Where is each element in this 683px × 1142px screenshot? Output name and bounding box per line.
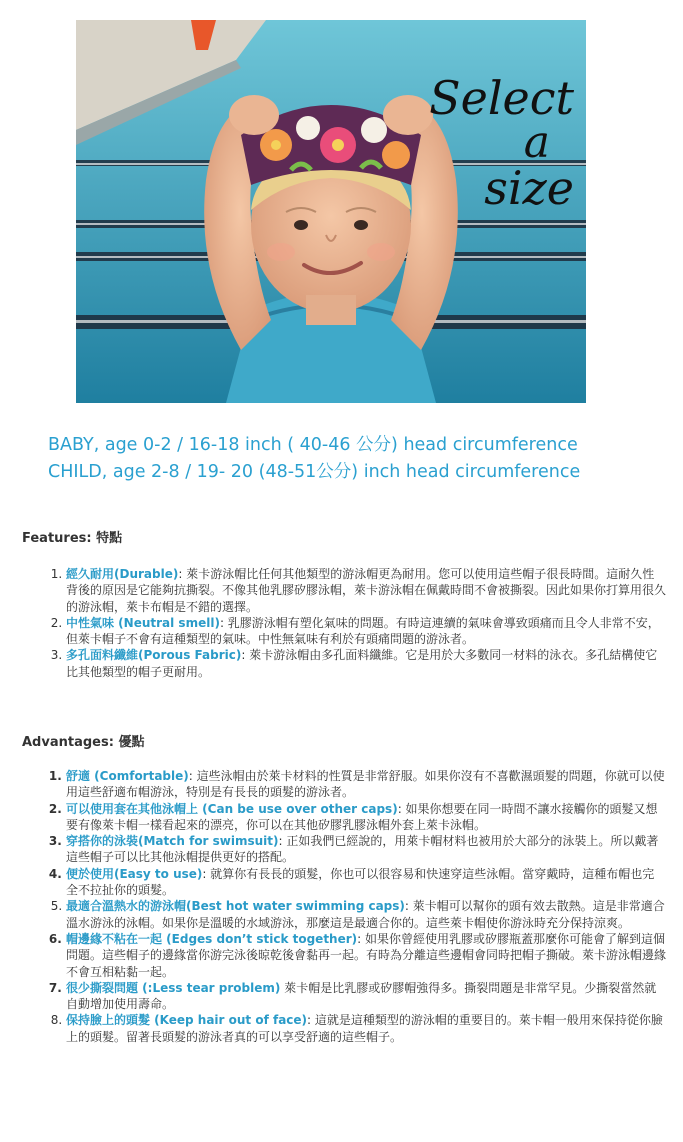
feature-title: 經久耐用(Durable) <box>66 567 179 581</box>
size-child-line: CHILD, age 2-8 / 19- 20 (48-51公分) inch head circumference <box>48 462 581 482</box>
advantage-title: 保持臉上的頭髮 (Keep hair out of face) <box>66 1013 308 1028</box>
advantage-text: : 這些泳帽由於萊卡材料的性質是非常舒服。如果你沒有不喜歡濕頭髮的問題，你就可以使用這些舒適布帽游泳，特別是有長長的頭髮的游泳者。 <box>66 769 665 800</box>
photo-caption <box>394 71 574 215</box>
features-heading: Features: 特點 <box>22 531 123 546</box>
list-item <box>66 931 666 980</box>
feature-title: 多孔面料纖維(Porous Fabric) <box>66 648 242 663</box>
list-item <box>66 801 666 834</box>
advantage-title: 穿搭你的泳裝(Match for swimsuit) <box>66 834 279 849</box>
advantage-text: : 萊卡帽可以幫你的頭有效去散熱。這是非常適合溫水游泳的泳帽。如果你是溫暖的水域游泳，那麼這是最適合你的。這些萊卡帽使你游泳時充分保持涼爽。 <box>66 899 665 930</box>
size-guide <box>48 432 668 486</box>
advantage-text: : 這就是這種類型的游泳帽的重要目的。萊卡帽一般用來保持從你臉上的頭髮。留著長頭髮的游泳者真的可以享受舒適的這些帽子。 <box>66 1013 663 1044</box>
feature-text: : 萊卡游泳帽比任何其他類型的游泳帽更為耐用。您可以使用這些帽子很長時間。這耐久性背後的原因是它能夠抗撕裂。不像其他乳膠矽膠泳帽，萊卡游泳帽在佩戴時間不會被撕裂。因此如果你打算用很久的游泳帽，萊卡布帽是不錯的選擇。 <box>66 567 667 614</box>
advantage-text: : 如果你想要在同一時間不讓水接觸你的頭髮又想要有像萊卡帽一樣看起來的漂亮，你可以在其他矽膠乳膠泳帽外套上萊卡泳帽。 <box>66 801 658 832</box>
advantage-title: 最適合溫熱水的游泳帽(Best hot water swimming caps) <box>66 899 405 914</box>
advantage-title: 便於使用(Easy to use) <box>66 866 203 881</box>
advantage-text: : 正如我們已經說的，用萊卡帽材料也被用於大部分的泳裝上。所以戴著這些帽子可以比其他泳帽提供更好的搭配。 <box>66 834 659 865</box>
advantages-list <box>40 768 666 1045</box>
advantage-text: : 如果你曾經使用乳膠或矽膠瓶蓋那麼你可能會了解到這個問題。這些帽子的邊緣當你游完泳後晾乾後會黏再一起。有時為分離這些邊帽會同時把帽子撕破。萊卡游泳帽邊緣不會互相粘黏一起。 <box>66 931 667 979</box>
caption-line-3: size <box>484 161 574 215</box>
caption-line-1: Select <box>429 71 574 125</box>
hero-photo <box>76 20 586 403</box>
feature-text: : 萊卡游泳帽由多孔面料纖維。它是用於大多數同一材料的泳衣。多孔結構使它比其他類型的帽子更耐用。 <box>66 648 658 679</box>
list-item <box>66 1012 666 1045</box>
list-item <box>66 566 666 615</box>
advantage-title: 可以使用套在其他泳帽上 (Can be use over other caps) <box>66 801 398 816</box>
advantage-title: 很少撕裂問題 (:Less tear problem) <box>66 980 281 995</box>
advantage-text: 萊卡帽是比乳膠或矽膠帽強得多。撕裂問題是非常罕見。少撕裂當然就自動增加使用壽命。 <box>66 980 657 1012</box>
list-item <box>66 980 666 1013</box>
advantage-text: : 就算你有長長的頭髮，你也可以很容易和快速穿這些泳帽。當穿戴時，這種布帽也完全不拉扯你的頭髮。 <box>66 866 655 898</box>
list-item <box>66 866 666 899</box>
caption-line-2: a <box>523 117 550 168</box>
features-list <box>40 566 666 680</box>
list-item <box>66 615 666 648</box>
list-item <box>66 768 666 801</box>
list-item <box>66 647 666 680</box>
advantage-title: 帽邊緣不粘在一起 (Edges don’t stick together) <box>66 931 358 946</box>
feature-title: 中性氣味 (Neutral smell) <box>66 615 220 630</box>
advantages-heading: Advantages: 優點 <box>22 735 145 750</box>
advantage-title: 舒適 (Comfortable) <box>66 769 189 783</box>
feature-text: : 乳膠游泳帽有塑化氣味的問題。有時這連續的氣味會導致頭痛而且令人非常不安，但萊卡帽子不會有這種類型的氣味。中性無氣味有利於有頭痛問題的游泳者。 <box>66 615 660 647</box>
list-item <box>66 898 666 931</box>
size-baby-line: BABY, age 0-2 / 16-18 inch ( 40-46 公分) head circumference <box>48 435 578 455</box>
list-item <box>66 833 666 866</box>
